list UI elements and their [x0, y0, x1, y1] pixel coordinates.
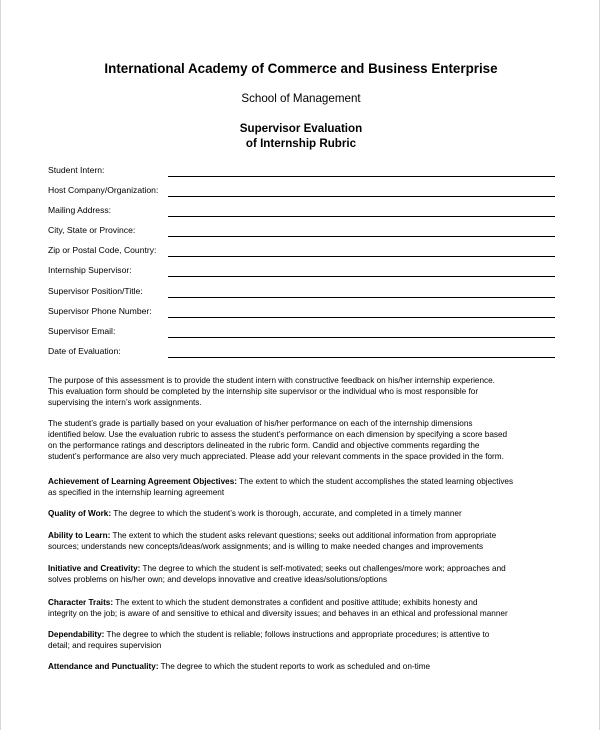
dimension-description: The degree to which the student is self-motivated; seeks out challenges/more work; approaches and — [140, 564, 506, 573]
field-label: Date of Evaluation: — [48, 345, 121, 356]
dimension-term: Achievement of Learning Agreement Objectives: — [48, 477, 237, 486]
dimension-dependability — [48, 629, 558, 651]
field-label: Mailing Address: — [48, 205, 112, 216]
field-label: Supervisor Position/Title: — [48, 285, 143, 296]
field-city-state — [48, 221, 555, 241]
field-label: Zip or Postal Code, Country: — [48, 245, 157, 256]
dimension-term: Character Traits: — [48, 598, 114, 607]
dimension-character-traits — [48, 597, 558, 619]
dimension-description: The extent to which the student demonstrates a confident and positive attitude; exhibits honesty and — [113, 598, 478, 607]
grading-paragraph — [48, 418, 558, 462]
field-blank-line[interactable] — [168, 236, 555, 237]
dimension-learning-objectives — [48, 476, 558, 498]
text-line: The purpose of this assessment is to provide the student intern with constructive feedback on his/her internship experience. — [48, 376, 495, 385]
field-blank-line[interactable] — [168, 216, 555, 217]
dimension-term: Quality of Work: — [48, 509, 112, 518]
text-line: student’s performance are also very much appreciated. Please add your relevant comments in the space provided in the form. — [48, 452, 504, 462]
field-label: Host Company/Organization: — [48, 185, 159, 196]
dimension-attendance-punctuality — [48, 661, 558, 672]
dimension-description-cont: sources; understands new concepts/ideas/work assignments; and is willing to make needed changes and improvements — [48, 542, 484, 552]
field-supervisor-phone — [48, 302, 555, 322]
dimension-description: The degree to which the student reports to work as scheduled and on-time — [158, 662, 431, 671]
field-label: Student Intern: — [48, 165, 105, 175]
dimension-description: The degree to which the student’s work is thorough, accurate, and completed in a timely manner — [111, 509, 462, 518]
field-host-company — [48, 181, 555, 201]
text-line: identified below. Use the evaluation rubric to assess the student’s performance on each dimension by specifying a score based — [48, 430, 508, 440]
form-title-line-1: Supervisor Evaluation — [239, 122, 363, 135]
field-label: Supervisor Phone Number: — [48, 305, 152, 316]
field-label: Supervisor Email: — [48, 325, 116, 336]
field-blank-line[interactable] — [168, 176, 555, 177]
info-fields — [48, 161, 555, 362]
field-label: Internship Supervisor: — [48, 265, 132, 276]
institution-title: International Academy of Commerce and Business Enterprise — [104, 61, 498, 76]
field-zip-country — [48, 241, 555, 261]
field-blank-line[interactable] — [168, 256, 555, 257]
dimension-initiative-creativity — [48, 563, 558, 585]
field-student-intern — [48, 161, 555, 181]
form-title-line-2: of Internship Rubric — [245, 137, 357, 150]
text-line: supervising the intern’s work assignments. — [48, 398, 202, 408]
field-blank-line[interactable] — [168, 297, 555, 298]
dimension-term: Dependability: — [48, 630, 105, 639]
dimension-description-cont: integrity on the job; is aware of and sensitive to ethical and diversity issues; and behaves in an ethical and professional manner — [48, 609, 508, 619]
text-line: on the performance ratings and descriptors delineated in the rubric form. Candid and objective comments regarding the — [48, 441, 480, 451]
field-mailing-address — [48, 201, 555, 221]
form-title — [1, 121, 600, 151]
dimension-ability-to-learn — [48, 530, 558, 552]
field-blank-line[interactable] — [168, 276, 555, 277]
dimension-term: Attendance and Punctuality: — [48, 662, 159, 671]
field-blank-line[interactable] — [168, 196, 555, 197]
dimension-term: Initiative and Creativity: — [48, 564, 141, 573]
dimension-quality-of-work — [48, 508, 558, 519]
field-label: City, State or Province: — [48, 225, 136, 236]
purpose-paragraph — [48, 375, 558, 408]
field-blank-line[interactable] — [168, 317, 555, 318]
dimension-description-cont: solves problems on his/her own; and develops innovative and creative ideas/solutions/options — [48, 575, 388, 585]
field-internship-supervisor — [48, 261, 555, 281]
text-line: This evaluation form should be completed by the internship site supervisor or the individual who is most responsible for — [48, 387, 479, 397]
dimension-description: The degree to which the student is reliable; follows instructions and appropriate procedures; is attentive to — [104, 630, 490, 639]
dimension-description-cont: detail; and requires supervision — [48, 641, 162, 651]
dimension-description: The extent to which the student accomplishes the stated learning objectives — [236, 477, 514, 486]
dimension-term: Ability to Learn: — [48, 531, 111, 540]
field-blank-line[interactable] — [168, 357, 555, 358]
dimension-description-cont: as specified in the internship learning agreement — [48, 488, 225, 498]
field-blank-line[interactable] — [168, 337, 555, 338]
school-name: School of Management — [241, 92, 361, 105]
text-line: The student’s grade is partially based on your evaluation of his/her performance on each of the internship dimensions — [48, 419, 473, 428]
dimension-description: The extent to which the student asks relevant questions; seeks out additional information from appropriate — [110, 531, 497, 540]
field-date-of-evaluation — [48, 342, 555, 362]
field-supervisor-title — [48, 282, 555, 302]
field-supervisor-email — [48, 322, 555, 342]
